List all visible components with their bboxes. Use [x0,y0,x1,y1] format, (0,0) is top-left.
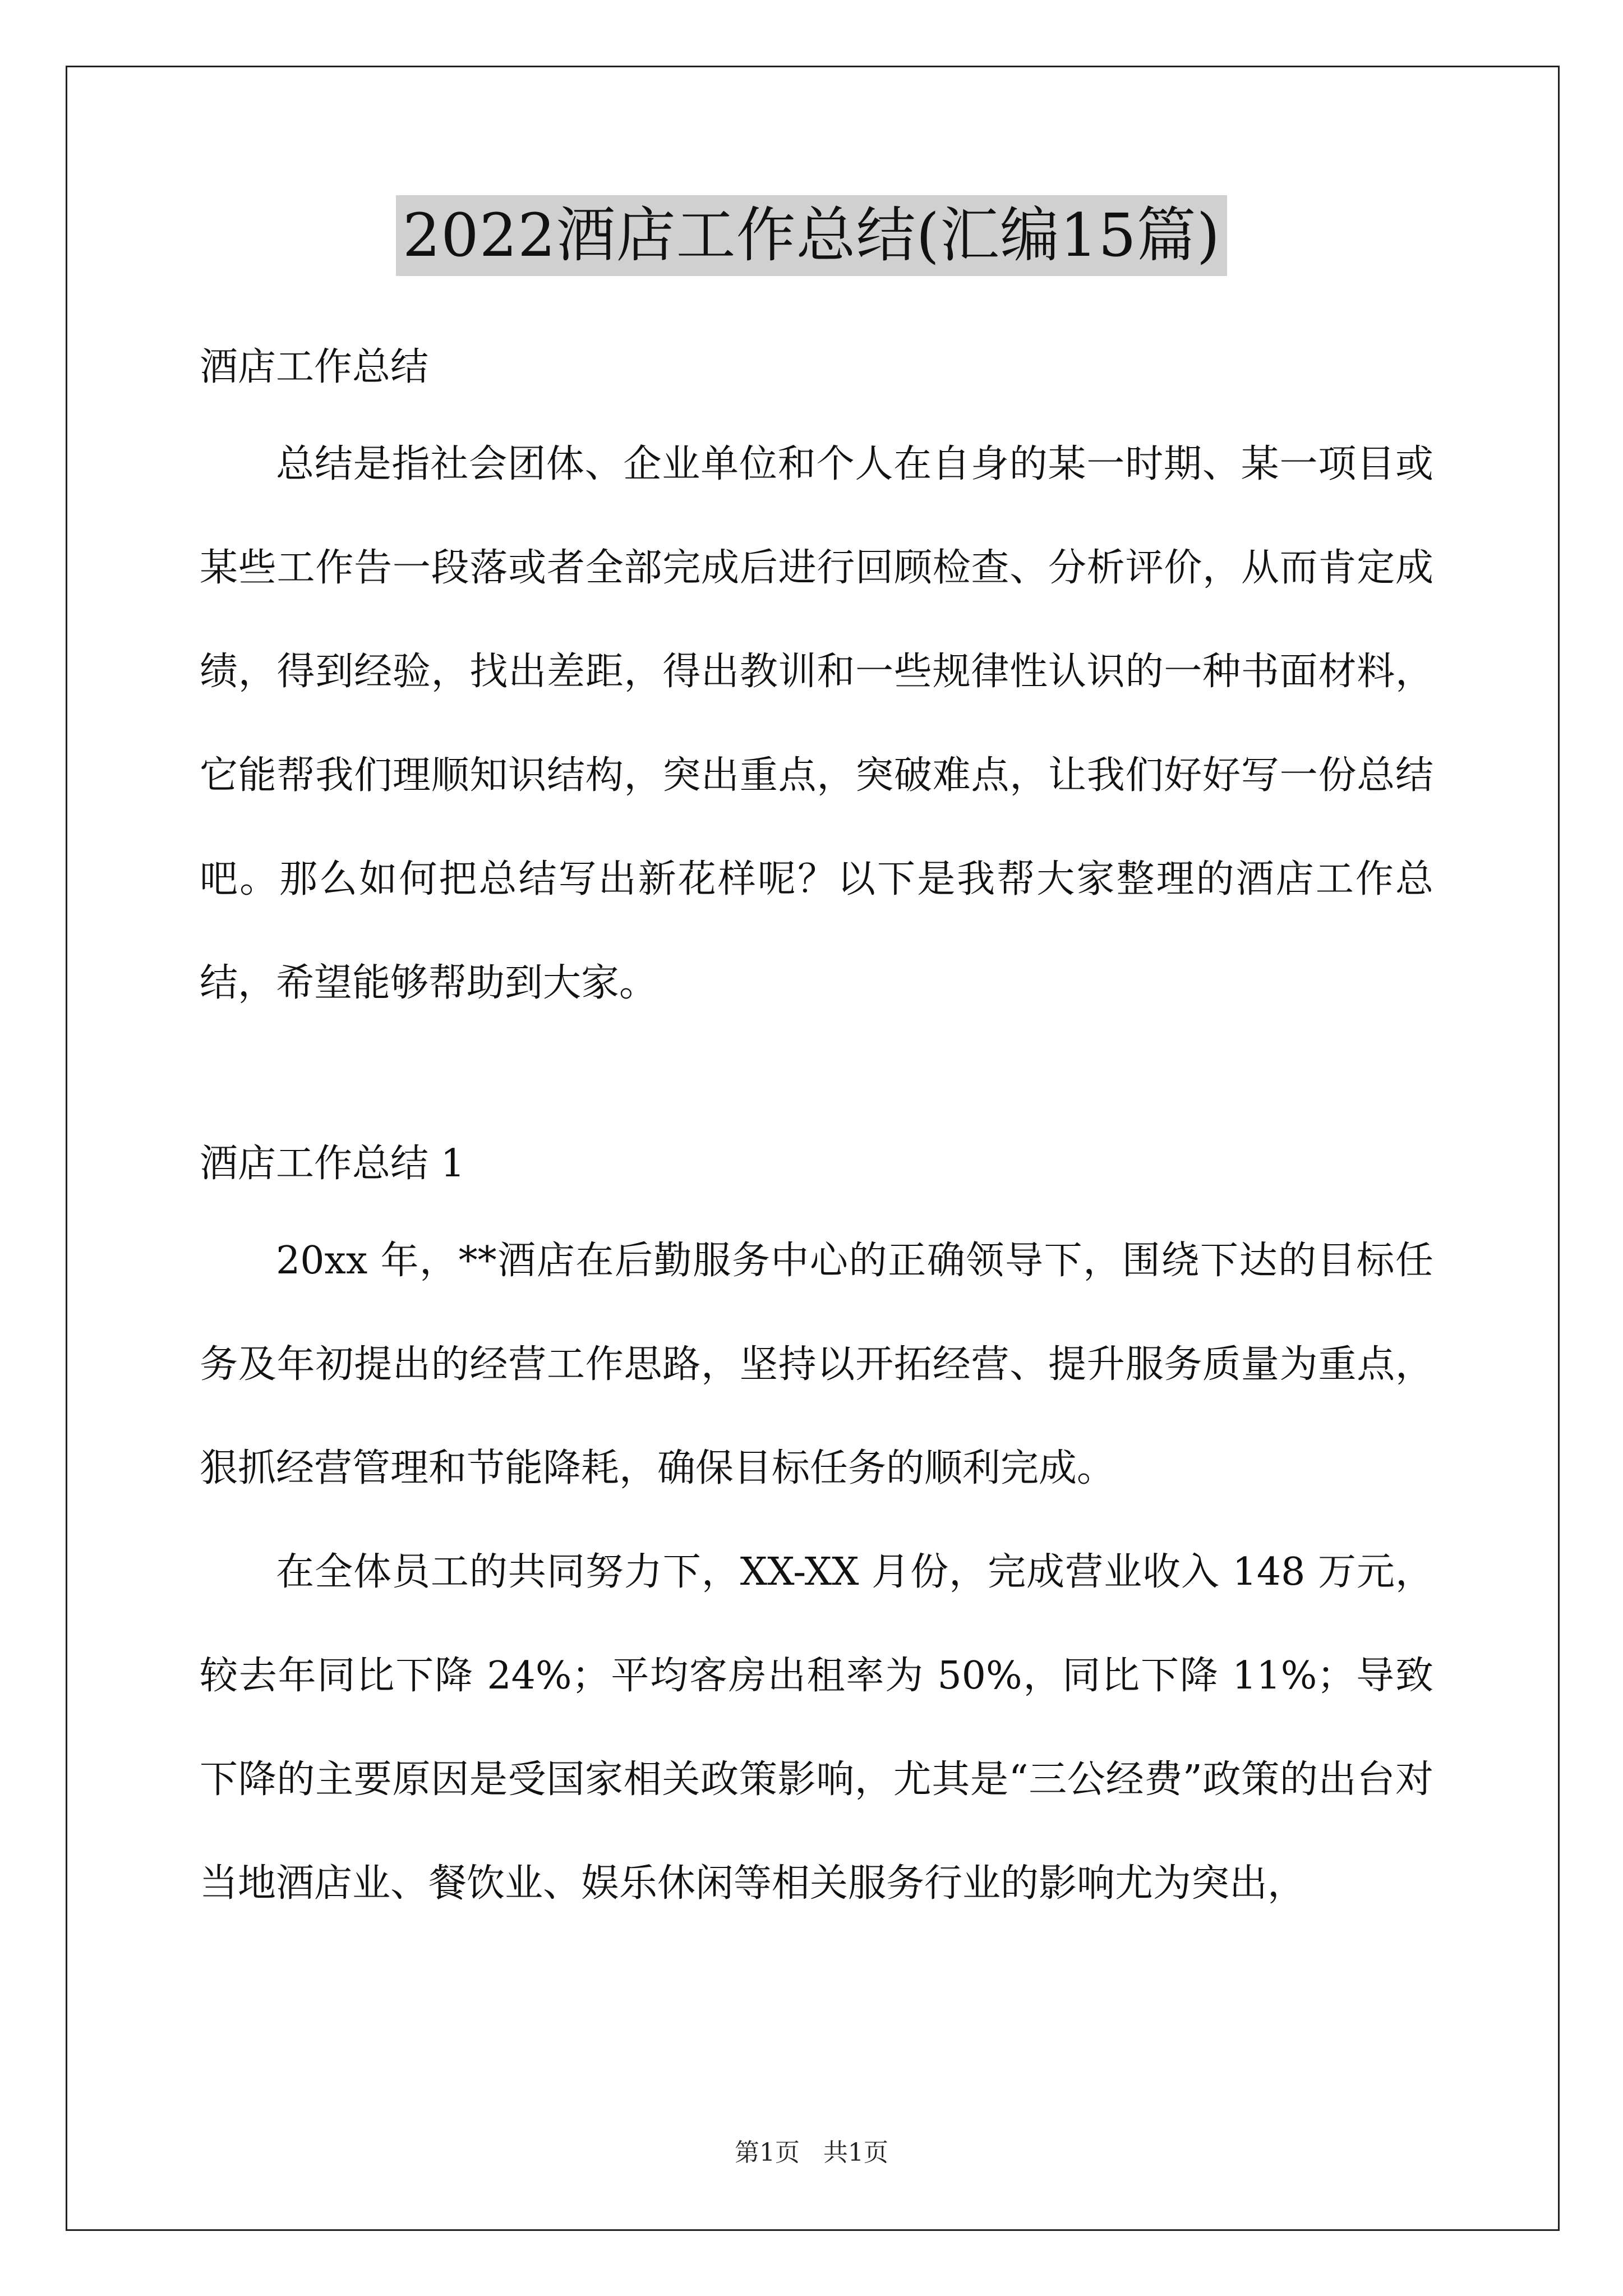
spacer [200,1195,1433,1209]
section1-paragraph-2: 在全体员工的共同努力下，XX-XX 月份，完成营业收入 148 万元，较去年同比下降 24%；平均客房出租率为 50%，同比下降 11%；导致下降的主要原因是受国家相关政策影响，尤其是“三公经费”政策的出台对当地酒店业、餐饮业、娱乐休闲等相关服务行业的影响尤为突出， [200,1550,1433,1906]
spacer [200,398,1433,412]
section1-heading: 酒店工作总结 1 [200,1142,465,1186]
intro-paragraph: 总结是指社会团体、企业单位和个人在自身的某一时期、某一项目或某些工作告一段落或者全部完成后进行回顾检查、分析评价，从而肯定成绩，得到经验，找出差距，得出教训和一些规律性认识的一种书面材料，它能帮我们理顺知识结构，突出重点，突破难点，让我们好好写一份总结吧。那么如何把总结写出新花样呢？以下是我帮大家整理的酒店工作总结，希望能够帮助到大家。 [200,442,1433,1005]
intro-heading: 酒店工作总结 [200,345,429,389]
document-title[interactable]: 2022酒店工作总结(汇编15篇) [396,195,1227,276]
document-body [200,337,1433,1935]
page-number-footer: 第1页 共1页 [735,2138,888,2167]
title-area [0,195,1623,276]
section1-paragraph-1: 20xx 年，**酒店在后勤服务中心的正确领导下，围绕下达的目标任务及年初提出的经营工作思路，坚持以开拓经营、提升服务质量为重点，狠抓经营管理和节能降耗，确保目标任务的顺利完成。 [200,1239,1433,1490]
spacer [200,1035,1433,1133]
